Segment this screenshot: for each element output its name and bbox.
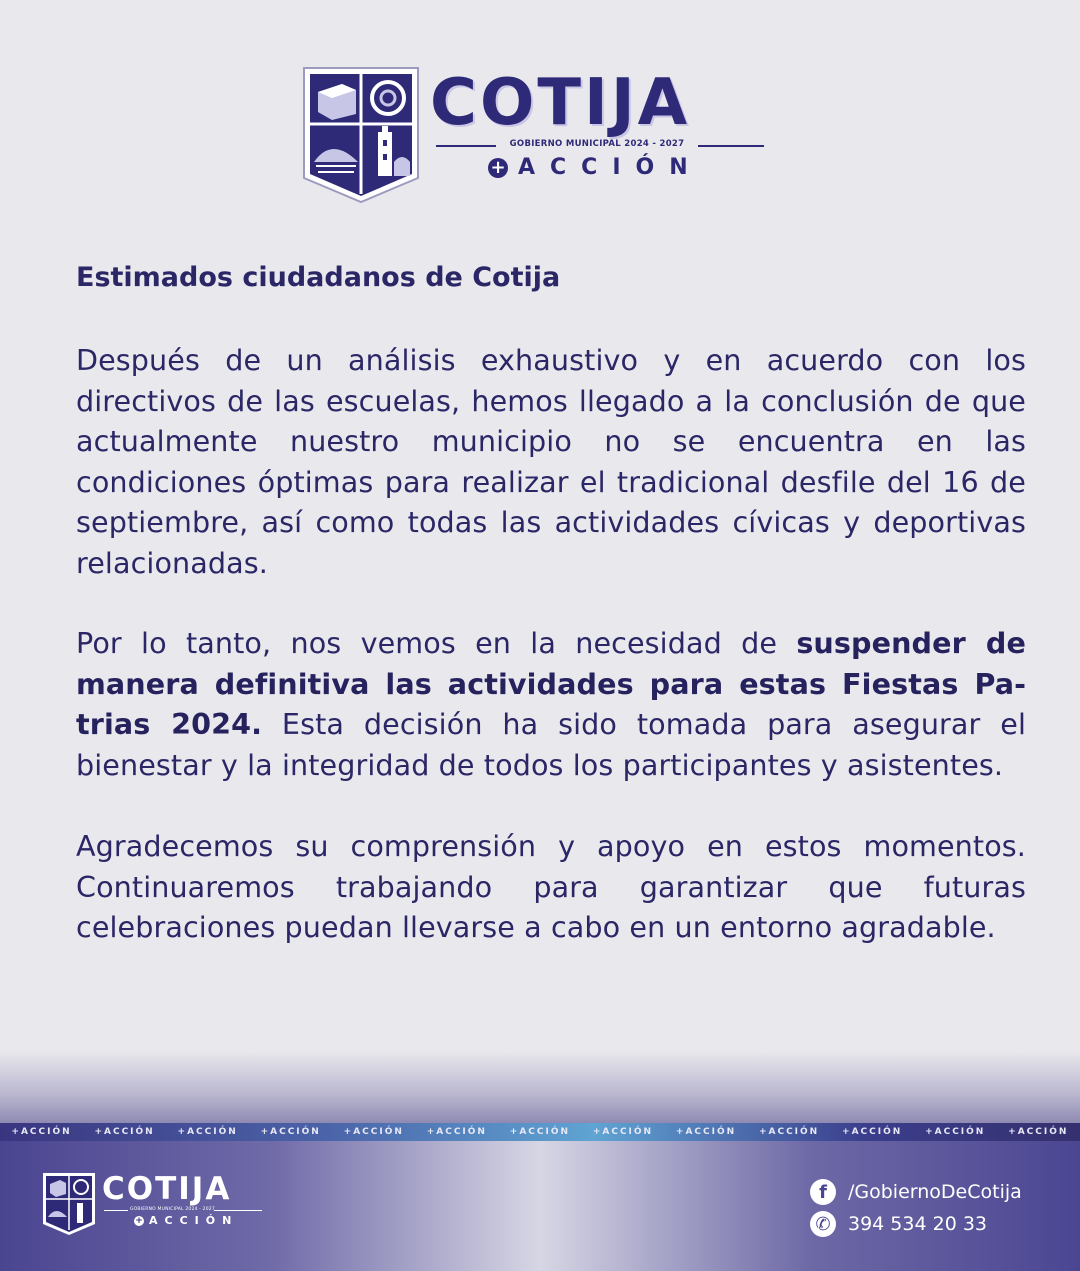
brand-subtitle: GOBIERNO MUNICIPAL 2024 - 2027 xyxy=(509,139,685,149)
ticker-item: +ACCIÓN xyxy=(11,1127,72,1137)
ticker-item: +ACCIÓN xyxy=(675,1127,737,1137)
paragraph-3: Agradecemos su comprensión y apoyo en estos momentos. Continuaremos trabajando para garantizar que futuras celebraciones puedan llevarse a cabo en un entorno agradable. xyxy=(76,829,1026,944)
paragraph-2-emphasis: suspender de manera definitiva las actividades para estas Fiestas Patrias 2024. xyxy=(76,626,1026,741)
brand-divider xyxy=(436,145,496,147)
footer-subtitle: GOBIERNO MUNICIPAL 2024 - 2027 xyxy=(130,1207,215,1212)
ticker-item: +ACCIÓN xyxy=(177,1127,238,1137)
footer-coat-of-arms-icon xyxy=(42,1172,96,1236)
greeting: Estimados ciudadanos de Cotija xyxy=(76,262,561,293)
header-logo xyxy=(302,66,772,206)
ticker-item: +ACCIÓN xyxy=(758,1127,820,1137)
footer-tagline xyxy=(134,1214,238,1227)
ticker-item: +ACCIÓN xyxy=(426,1127,487,1137)
paragraph-2-intro: Por lo tanto, nos vemos en la necesidad de xyxy=(76,626,797,660)
footer-tagline-text: ACCIÓN xyxy=(149,1214,239,1227)
plus-icon: + xyxy=(488,158,508,178)
ticker-item: +ACCIÓN xyxy=(842,1127,903,1137)
ticker-item: +ACCIÓN xyxy=(509,1127,571,1137)
paragraph-2-rest: Esta decisión ha sido tomada para asegurar el bienestar y la integridad de todos los participantes y asistentes. xyxy=(76,707,1026,782)
footer xyxy=(0,1141,1080,1271)
tagline-text: ACCIÓN xyxy=(518,155,703,180)
footer-divider xyxy=(214,1210,262,1211)
facebook-handle[interactable]: /GobiernoDeCotija xyxy=(848,1181,1022,1203)
facebook-icon: f xyxy=(810,1179,836,1205)
bottom-fade xyxy=(0,1050,1080,1125)
contact-info xyxy=(810,1176,1060,1240)
ticker-item: +ACCIÓN xyxy=(343,1127,404,1137)
paragraph-1: Después de un análisis exhaustivo y en acuerdo con los directivos de las escuelas, hemos llegado a la conclusión de que actualmente nuestro municipio no se encuentra en las condiciones óptimas para realizar el tradicional desfile del 16 de septiembre, así como todas las actividades cívicas y deportivas relacionadas. xyxy=(76,343,1026,580)
brand-tagline xyxy=(488,155,703,180)
brand-title: COTIJA xyxy=(430,66,691,140)
ticker-item: +ACCIÓN xyxy=(925,1127,986,1137)
ticker-item: +ACCIÓN xyxy=(592,1127,654,1137)
brand-divider xyxy=(698,145,764,147)
footer-plus-icon: + xyxy=(135,1215,143,1226)
ticker-item: +ACCIÓN xyxy=(1008,1127,1069,1137)
facebook-contact[interactable] xyxy=(810,1176,1060,1208)
phone-icon: ✆ xyxy=(810,1211,836,1237)
footer-divider xyxy=(104,1210,128,1211)
phone-contact[interactable] xyxy=(810,1208,1060,1240)
footer-logo xyxy=(42,1172,282,1242)
letter-body xyxy=(76,258,1026,948)
ticker-item: +ACCIÓN xyxy=(94,1127,155,1137)
footer-brand-title: COTIJA xyxy=(102,1171,232,1207)
paragraph-2 xyxy=(76,623,1026,785)
municipal-coat-of-arms-icon xyxy=(302,66,420,204)
ticker-strip xyxy=(0,1123,1080,1141)
phone-number[interactable]: 394 534 20 33 xyxy=(848,1213,988,1235)
ticker-item: +ACCIÓN xyxy=(260,1127,321,1137)
